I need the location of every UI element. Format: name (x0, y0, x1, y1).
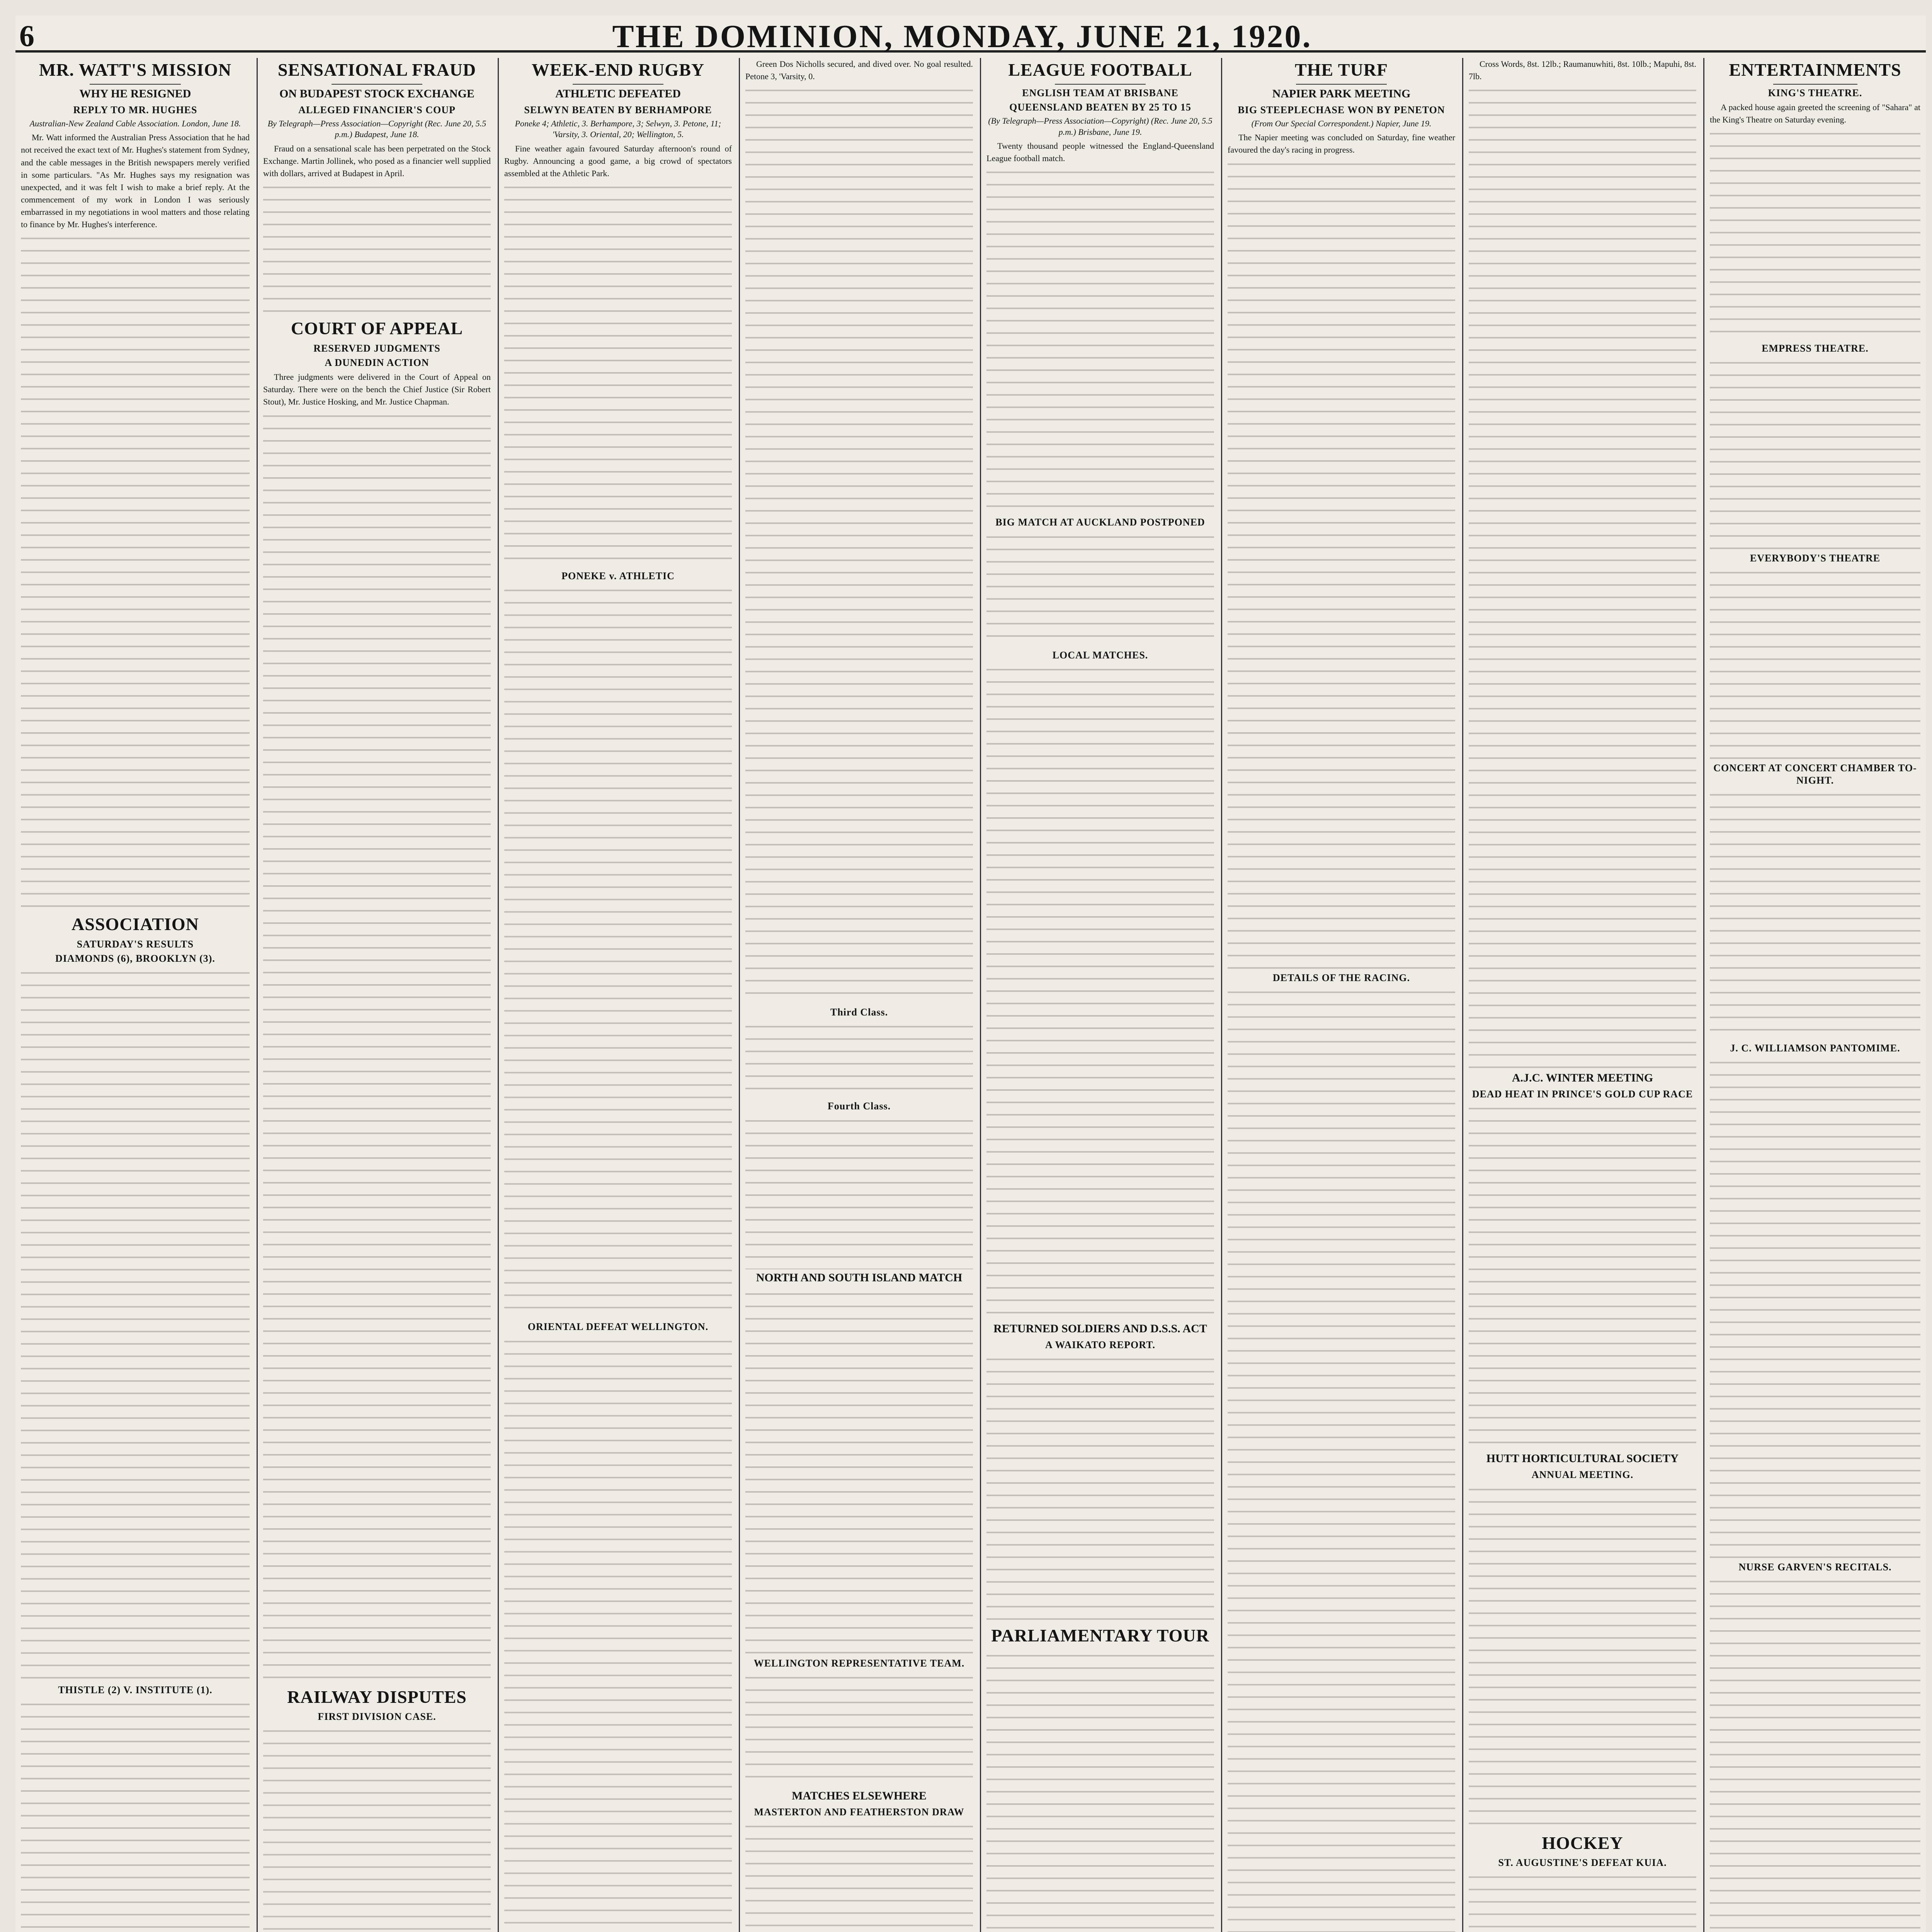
text-block (745, 1820, 973, 1932)
subhead: MASTERTON AND FEATHERSTON DRAW (754, 1806, 964, 1818)
divider (1055, 84, 1146, 85)
text-block (263, 181, 491, 316)
section-heading: J. C. WILLIAMSON PANTOMIME. (1730, 1042, 1900, 1054)
section-heading: Fourth Class. (827, 1100, 891, 1112)
column-5 (980, 58, 1219, 1932)
text-block (504, 181, 732, 568)
text-block (1469, 1871, 1696, 1932)
paper-title: THE DOMINION, MONDAY, JUNE 21, 1920. (612, 19, 1312, 54)
section-heading: A.J.C. WINTER MEETING (1512, 1071, 1653, 1085)
article-body: The Napier meeting was concluded on Saturday, fine weather favoured the day's racing in progress. (1228, 133, 1455, 155)
section-heading: PARLIAMENTARY TOUR (991, 1625, 1209, 1645)
headline-fraud: SENSATIONAL FRAUD (277, 60, 476, 80)
section-heading: NURSE GARVEN'S RECITALS. (1738, 1561, 1892, 1573)
subhead: WHY HE RESIGNED (79, 87, 191, 100)
column-8 (1703, 58, 1926, 1932)
text-block (1469, 84, 1696, 1070)
divider (90, 84, 181, 85)
text-block (1228, 158, 1455, 969)
byline: (From Our Special Correspondent.) Napier, June 19. (1251, 118, 1432, 128)
section-heading: RAILWAY DISPUTES (287, 1687, 467, 1707)
text-block (745, 1288, 973, 1655)
match-title: DIAMONDS (6), BROOKLYN (3). (55, 953, 215, 964)
subhead: KING'S THEATRE. (1768, 87, 1862, 99)
divider (573, 84, 664, 85)
section-heading: HUTT HORTICULTURAL SOCIETY (1486, 1452, 1679, 1465)
byline: (By Telegraph—Press Association—Copyright) (Rec. June 20, 5.5 p.m.) Brisbane, June 19. (988, 116, 1213, 137)
article-body: Three judgments were delivered in the Court of Appeal on Saturday. There were on the bench the Chief Justice (Sir Robert Stout), Mr. Justice Hosking, and Mr. Justice Chapman. (263, 372, 491, 407)
subhead: SELWYN BEATEN BY BERHAMPORE (524, 104, 712, 116)
text-block (745, 84, 973, 1004)
text-block (263, 1725, 491, 1932)
text-block (1710, 1056, 1920, 1559)
headline-watt: MR. WATT'S MISSION (39, 60, 232, 80)
section-heading: NORTH AND SOUTH ISLAND MATCH (756, 1271, 963, 1284)
text-block (1710, 789, 1920, 1040)
article-body: Fine weather again favoured Saturday afternoon's round of Rugby. Announcing a good game, a big crowd of spectators assembled at the Athletic Park. (504, 143, 732, 179)
subhead: FIRST DIVISION CASE. (318, 1711, 436, 1723)
section-heading: COURT OF APPEAL (291, 318, 463, 338)
subhead: RESERVED JUDGMENTS (313, 342, 440, 354)
section-heading: HOCKEY (1542, 1833, 1623, 1853)
subhead: ALLEGED FINANCIER'S COUP (298, 104, 456, 116)
article-body: Mr. Watt informed the Australian Press Association that he had not received the exact text of Mr. Hughes's statement from Sydney, and the cable messages in the British newspapers merely verified in some particulars. "As Mr. Hughes says my resignation was unexpected, and it was felt I wish to make a brief reply. At the commencement of my work in London I was seriously embarrassed in my negotiations in wool matters and those relating to finance by Mr. Hughes's interference. (21, 133, 250, 230)
column-7 (1462, 58, 1702, 1932)
page-number: 6 (19, 19, 34, 53)
subhead: ENGLISH TEAM AT BRISBANE (1022, 87, 1179, 99)
text-block (986, 166, 1214, 514)
text-block (21, 967, 250, 1682)
section-heading: ORIENTAL DEFEAT WELLINGTON. (527, 1321, 709, 1333)
text-block (1710, 1575, 1920, 1932)
subhead: ATHLETIC DEFEATED (555, 87, 681, 100)
section-heading: EMPRESS THEATRE. (1762, 343, 1869, 354)
headline-rugby: WEEK-END RUGBY (531, 60, 705, 80)
article-body: Fraud on a sensational scale has been perpetrated on the Stock Exchange. Martin Jollinek, who posed as a financier well supplied with dollars, arrived at Budapest in April. (263, 143, 491, 179)
article-body: A packed house again greeted the screening of "Sahara" at the King's Theatre on Saturday evening. (1710, 102, 1920, 124)
article-body: Green Dos Nicholls secured, and dived over. No goal resulted. Petone 3, 'Varsity, 0. (745, 59, 973, 82)
headline-league: LEAGUE FOOTBALL (1008, 60, 1192, 80)
text-block (21, 232, 250, 912)
section-heading: RETURNED SOLDIERS AND D.S.S. ACT (993, 1322, 1207, 1335)
section-heading: ASSOCIATION (71, 914, 199, 934)
section-heading: LOCAL MATCHES. (1052, 649, 1148, 661)
subhead: REPLY TO MR. HUGHES (73, 104, 197, 116)
text-block (504, 584, 732, 1318)
text-block (1710, 566, 1920, 760)
text-block (986, 663, 1214, 1320)
section-heading: BIG MATCH AT AUCKLAND POSTPONED (995, 517, 1205, 528)
text-block (745, 1115, 973, 1269)
section-heading: PONEKE v. ATHLETIC (561, 570, 675, 582)
section-heading: WELLINGTON REPRESENTATIVE TEAM. (753, 1657, 965, 1669)
column-1 (15, 58, 255, 1932)
section-heading: MATCHES ELSEWHERE (792, 1789, 927, 1802)
subhead: ON BUDAPEST STOCK EXCHANGE (279, 87, 474, 100)
text-block (21, 1698, 250, 1932)
section-heading: DETAILS OF THE RACING. (1272, 972, 1410, 983)
subhead: NAPIER PARK MEETING (1272, 87, 1411, 100)
column-4 (739, 58, 978, 1932)
text-block (745, 1020, 973, 1098)
scores: Poneke 4; Athletic, 3. Berhampore, 3; Selwyn, 3. Petone, 11; 'Varsity, 3. Oriental, 20; Wellington, 5. (515, 118, 721, 139)
masthead (15, 15, 1926, 53)
text-block (263, 410, 491, 1685)
subhead: A WAIKATO REPORT. (1045, 1339, 1156, 1350)
divider (1296, 84, 1387, 85)
divider (332, 84, 423, 85)
divider (1773, 84, 1857, 85)
subhead: QUEENSLAND BEATEN BY 25 TO 15 (1009, 101, 1191, 113)
text-block (986, 1353, 1214, 1624)
text-block (1469, 1102, 1696, 1450)
column-3 (498, 58, 737, 1932)
section-heading: Third Class. (830, 1007, 888, 1018)
subhead: BIG STEEPLECHASE WON BY PENETON (1238, 104, 1445, 116)
newspaper-page (15, 15, 1926, 1932)
section-heading: EVERYBODY'S THEATRE (1750, 553, 1881, 564)
column-6 (1221, 58, 1461, 1932)
text-block (504, 1335, 732, 1932)
headline-entertainments: ENTERTAINMENTS (1729, 60, 1901, 80)
text-block (1469, 1483, 1696, 1831)
headline-turf: THE TURF (1294, 60, 1388, 80)
subhead: ST. AUGUSTINE'S DEFEAT KUIA. (1498, 1857, 1667, 1869)
text-block (1710, 357, 1920, 550)
article-body: Cross Words, 8st. 12lb.; Raumanuwhiti, 8st. 10lb.; Mapuhi, 8st. 7lb. (1469, 59, 1696, 82)
subhead: A DUNEDIN ACTION (325, 357, 429, 369)
text-block (1228, 986, 1455, 1932)
subhead: DEAD HEAT IN PRINCE'S GOLD CUP RACE (1472, 1088, 1693, 1100)
byline: By Telegraph—Press Association—Copyright (Rec. June 20, 5.5 p.m.) Budapest, June 18. (267, 118, 486, 139)
subhead: SATURDAY'S RESULTS (77, 938, 194, 950)
match-title: THISTLE (2) V. INSTITUTE (1). (58, 1684, 213, 1696)
column-2 (257, 58, 496, 1932)
section-heading: CONCERT AT CONCERT CHAMBER TO-NIGHT. (1713, 762, 1917, 786)
text-block (986, 531, 1214, 647)
text-block (986, 1650, 1214, 1932)
dateline: Australian-New Zealand Cable Association. London, June 18. (29, 118, 241, 128)
subhead: ANNUAL MEETING. (1531, 1469, 1634, 1481)
text-block (1710, 128, 1920, 340)
article-body: Twenty thousand people witnessed the England-Queensland League football match. (986, 141, 1214, 163)
text-block (745, 1672, 973, 1787)
